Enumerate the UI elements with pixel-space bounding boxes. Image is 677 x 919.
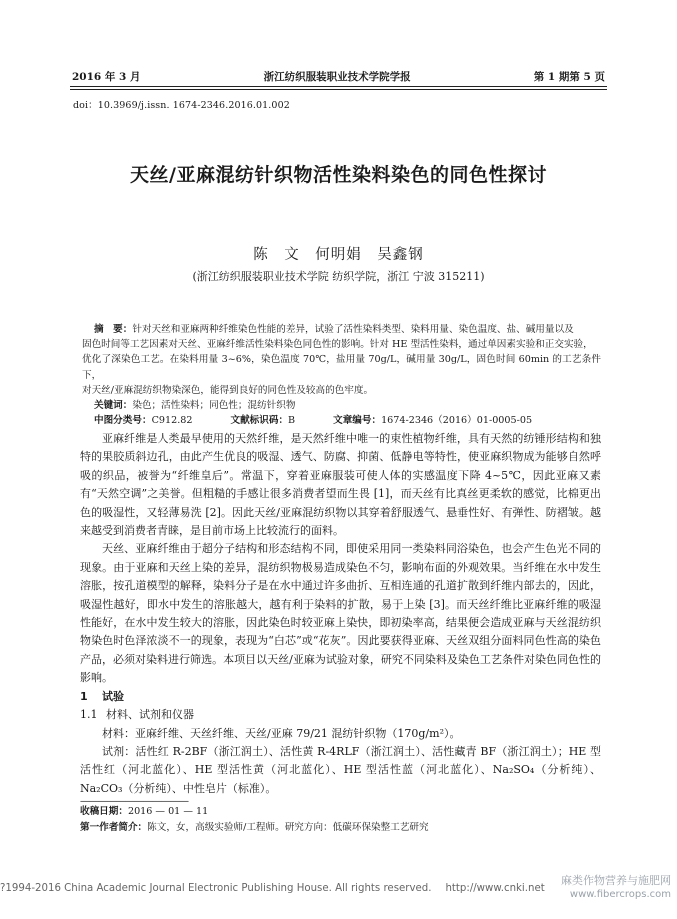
received-label: 收稿日期：	[80, 806, 128, 817]
keywords	[82, 398, 601, 413]
classification-row	[82, 413, 601, 428]
doc-value: B	[288, 415, 296, 427]
paper-title: 天丝/亚麻混纺针织物活性染料染色的同色性探讨	[130, 164, 547, 186]
abstract-line	[82, 322, 601, 337]
header-date: 2016 年 3 月	[72, 71, 141, 83]
section-number: 1	[80, 689, 88, 703]
doi: doi：10.3969/j.issn. 1674-2346.2016.01.002	[73, 100, 290, 111]
watermark	[561, 874, 671, 902]
abstract-line: 固色时间等工艺因素对天丝、亚麻纤维活性染料染色同色性的影响。针对 HE 型活性染料，通过单因素实验和正交实验，	[82, 339, 593, 351]
body-text	[80, 430, 601, 798]
abstract-text: 针对天丝和亚麻两种纤维染色性能的差异，试验了活性染料类型、染料用量、染色温度、盐、碱用量以及	[132, 324, 574, 335]
paragraph-reagents: 试剂：活性红 R-2BF（浙江润土）、活性黄 R-4RLF（浙江润土）、活性藏青 BF（浙江润土）；HE 型活性红（河北蓝化）、HE 型活性黄（河北蓝化）、HE 型活性蓝（河北蓝化）、Na₂SO₄（分析纯）、Na₂CO₃（分析纯）、中性皂片（标准）。	[80, 744, 601, 795]
section-heading	[80, 688, 601, 706]
subsection-heading	[80, 706, 601, 724]
received-date: 2016 — 01 — 11	[127, 806, 209, 817]
subsection-number: 1.1	[80, 708, 98, 722]
authors: 陈 文 何明娟 吴鑫钢	[253, 247, 424, 263]
running-header	[72, 64, 605, 84]
keywords-label: 关键词：	[94, 400, 133, 412]
subsection-title: 材料、试剂和仪器	[106, 708, 194, 722]
doc-label: 文献标识码：	[230, 415, 289, 427]
watermark-line: 麻类作物营养与施肥网	[561, 874, 671, 887]
clc-value: C912.82	[151, 415, 193, 427]
watermark-line: www.fibercrops.com	[569, 889, 671, 900]
article-value: 1674-2346（2016）01-0005-05	[381, 415, 533, 427]
header-rule	[70, 86, 607, 87]
clc-number	[82, 413, 192, 428]
copyright-url[interactable]: http://www.cnki.net	[445, 883, 545, 894]
abstract-line: 优化了深染色工艺。在染料用量 3~6%，染色温度 70℃，盐用量 70g/L，碱用量 30g/L，固色时间 60min 的工艺条件下，	[82, 354, 601, 381]
abstract-line: 对天丝/亚麻混纺织物染深色，能得到良好的同色性及较高的色牢度。	[82, 384, 374, 396]
affiliation: (浙江纺织服装职业技术学院 纺织学院，浙江 宁波 315211)	[192, 270, 485, 283]
copyright-text: ?1994-2016 China Academic Journal Electronic Publishing House. All rights reserved.	[0, 883, 432, 894]
paragraph-materials: 材料：亚麻纤维、天丝纤维、天丝/亚麻 79/21 混纺针织物（170g/m²）。	[102, 726, 461, 740]
footnote-author	[80, 819, 601, 833]
copyright-line	[0, 883, 545, 894]
header-issue-page: 第 1 期第 5 页	[533, 71, 605, 83]
article-number	[321, 413, 532, 428]
author-bio: 陈文，女，高级实验师/工程师。研究方向：低碳环保染整工艺研究	[147, 822, 429, 833]
header-rule-thin	[70, 89, 607, 90]
abstract-label: 摘 要：	[94, 324, 133, 335]
footnote-received	[80, 803, 601, 817]
footnote-rule: ————————————	[80, 796, 188, 807]
clc-label: 中图分类号：	[94, 415, 152, 427]
header-journal: 浙江纺织服装职业技术学院学报	[263, 71, 411, 83]
document-code	[218, 413, 295, 428]
abstract-block	[82, 322, 601, 428]
paragraph: 天丝、亚麻纤维由于超分子结构和形态结构不同，即使采用同一类染料同浴染色，也会产生色光不同的现象。由于亚麻和天丝上染的差异，混纺织物极易造成染色不匀，影响布面的外观效果。当纤维在水中发生溶胀，按孔道模型的解释，染料分子是在水中通过许多曲折、互相连通的孔道扩散到纤维内部去的，因此，吸湿性越好，即水中发生的溶胀越大，越有利于染料的扩散，易于上染 [3]。而天丝纤维比亚麻纤维的吸湿性能好，在水中发生较大的溶胀，因此染色时较亚麻上染快，即初染率高，结果便会造成亚麻与天丝混纺织物染色时色泽浓淡不一的现象，表现为“白芯”或“花灰”。因此要获得亚麻、天丝双组分面料同色性高的染色产品，必须对染料进行筛选。本项目以天丝/亚麻为试验对象，研究不同染料及染色工艺条件对染色同色性的影响。	[80, 542, 601, 685]
keywords-text: 染色；活性染料；同色性；混纺针织物	[132, 400, 296, 412]
article-label: 文章编号：	[333, 415, 382, 427]
author-bio-label: 第一作者简介：	[80, 822, 148, 833]
paragraph: 亚麻纤维是人类最早使用的天然纤维，是天然纤维中唯一的束性植物纤维，具有天然的纺锤形结构和独特的果胶质斜边孔，由此产生优良的吸湿、透气、防腐、抑菌、低静电等特性，使亚麻织物成为能够自然呼吸的织品，被誉为“纤维皇后”。常温下，穿着亚麻服装可使人体的实感温度下降 4~5℃，因此亚麻又素有“天然空调”之美誉。但粗糙的手感让很多消费者望而生畏 [1]，而天丝有比真丝更柔软的感觉，比棉更出色的吸湿性，又轻薄易洗 [2]。因此天丝/亚麻混纺织物以其穿着舒服透气、悬垂性好、有弹性、防褶皱。越来越受到消费者青睐，是目前市场上比较流行的面料。	[80, 432, 601, 538]
section-title: 试验	[102, 689, 124, 703]
